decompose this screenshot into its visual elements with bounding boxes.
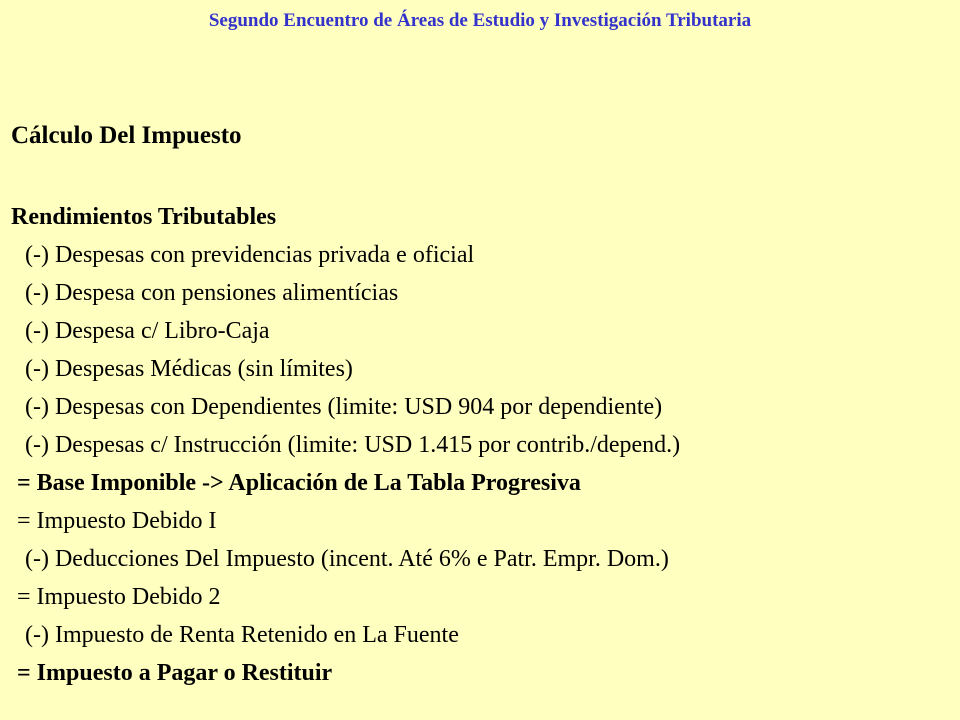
line-impuesto-retenido: (-) Impuesto de Renta Retenido en La Fuente [25,622,459,648]
slide-header: Segundo Encuentro de Áreas de Estudio y Investigación Tributaria [208,10,752,31]
line-despesas-previdencias: (-) Despesas con previdencias privada e oficial [25,242,475,268]
line-despesas-instruccion: (-) Despesas c/ Instrucción (limite: USD 1.415 por contrib./depend.) [25,432,681,458]
line-despesas-medicas: (-) Despesas Médicas (sin límites) [25,356,353,382]
line-impuesto-debido-1: = Impuesto Debido I [17,508,217,534]
line-rendimientos-tributables: Rendimientos Tributables [11,204,277,230]
line-base-imponible: = Base Imponible -> Aplicación de La Tabla Progresiva [17,470,581,496]
line-deducciones-impuesto: (-) Deducciones Del Impuesto (incent. Até 6% e Patr. Empr. Dom.) [25,546,669,572]
line-despesa-pensiones: (-) Despesa con pensiones alimentícias [25,280,399,306]
section-title: Cálculo Del Impuesto [11,122,242,149]
line-impuesto-a-pagar: = Impuesto a Pagar o Restituir [17,660,333,686]
calculation-list [11,198,951,692]
line-despesas-dependientes: (-) Despesas con Dependientes (limite: USD 904 por dependiente) [25,394,663,420]
line-impuesto-debido-2: = Impuesto Debido 2 [17,584,221,610]
line-despesa-libro-caja: (-) Despesa c/ Libro-Caja [25,318,270,344]
